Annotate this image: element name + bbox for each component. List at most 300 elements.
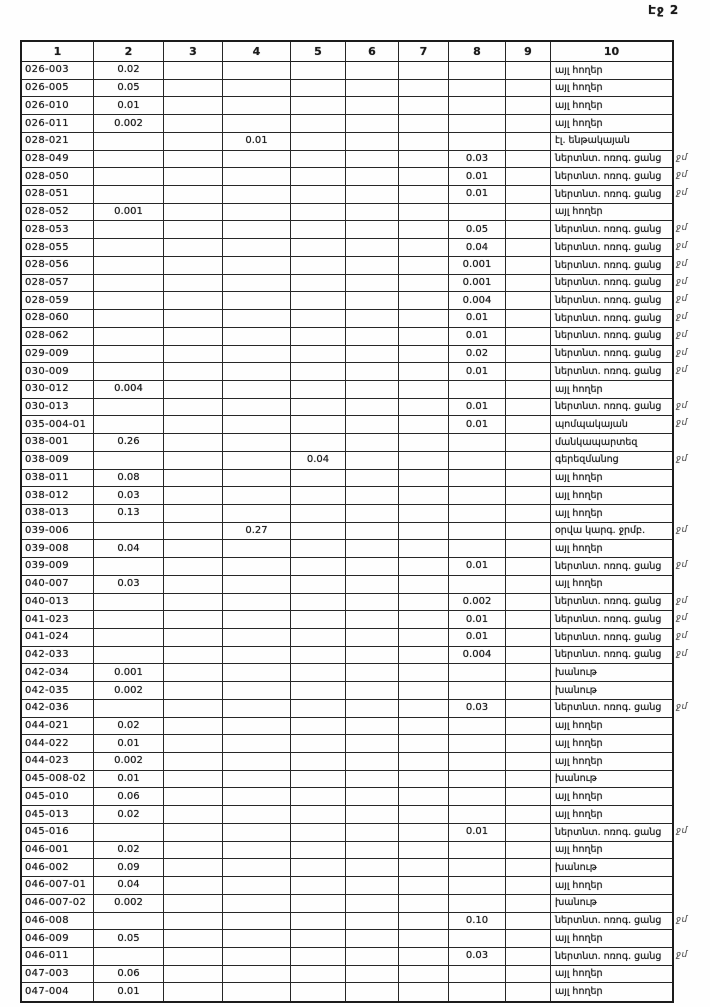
- land-use-cell: խանութ: [551, 771, 672, 789]
- parcel-code-cell: 026-005: [22, 80, 94, 98]
- parcel-code-cell: 044-021: [22, 718, 94, 736]
- empty-cell: [291, 700, 346, 718]
- empty-cell: [506, 133, 551, 151]
- area-value-cell: 0.02: [449, 346, 506, 364]
- empty-cell: [291, 930, 346, 948]
- empty-cell: [399, 718, 449, 736]
- empty-cell: [164, 381, 223, 399]
- land-use-cell: այլ հողեր: [551, 115, 672, 133]
- parcel-code-cell: 028-055: [22, 239, 94, 257]
- parcel-code-cell: 028-049: [22, 151, 94, 169]
- empty-cell: [506, 983, 551, 1001]
- empty-cell: [223, 275, 291, 293]
- empty-cell: [223, 399, 291, 417]
- empty-cell: [506, 718, 551, 736]
- column-header-cell: 2: [94, 42, 164, 62]
- empty-cell: [506, 452, 551, 470]
- empty-cell: [399, 664, 449, 682]
- empty-cell: [449, 576, 506, 594]
- area-value-cell: 0.002: [94, 895, 164, 913]
- empty-cell: [399, 842, 449, 860]
- land-use-cell: ներտնտ. ոռոգ. ցանց: [551, 948, 672, 966]
- empty-cell: [449, 859, 506, 877]
- empty-cell: [399, 540, 449, 558]
- empty-cell: [506, 558, 551, 576]
- empty-cell: [223, 80, 291, 98]
- land-use-cell: ներտնտ. ոռոգ. ցանց: [551, 700, 672, 718]
- empty-cell: [291, 788, 346, 806]
- empty-cell: [506, 381, 551, 399]
- handwritten-margin-note: ջմ: [676, 560, 688, 571]
- empty-cell: [164, 346, 223, 364]
- land-use-cell: ներտնտ. ոռոգ. ցանց: [551, 239, 672, 257]
- empty-cell: [399, 913, 449, 931]
- parcel-code-cell: 029-009: [22, 346, 94, 364]
- empty-cell: [291, 859, 346, 877]
- empty-cell: [399, 895, 449, 913]
- empty-cell: [346, 735, 399, 753]
- area-value-cell: 0.001: [449, 275, 506, 293]
- empty-cell: [164, 62, 223, 80]
- empty-cell: [399, 133, 449, 151]
- empty-cell: [164, 133, 223, 151]
- empty-cell: [506, 80, 551, 98]
- empty-cell: [291, 842, 346, 860]
- parcel-code-cell: 038-009: [22, 452, 94, 470]
- area-value-cell: 0.01: [449, 824, 506, 842]
- empty-cell: [94, 558, 164, 576]
- empty-cell: [506, 664, 551, 682]
- empty-cell: [449, 505, 506, 523]
- empty-cell: [346, 983, 399, 1001]
- land-use-cell: ներտնտ. ոռոգ. ցանց: [551, 328, 672, 346]
- handwritten-margin-note: ջմ: [676, 400, 688, 411]
- empty-cell: [506, 346, 551, 364]
- empty-cell: [506, 292, 551, 310]
- handwritten-margin-note: ջմ: [676, 294, 688, 305]
- empty-cell: [346, 611, 399, 629]
- land-use-cell: այլ հողեր: [551, 576, 672, 594]
- parcel-code-cell: 046-011: [22, 948, 94, 966]
- area-value-cell: 0.03: [449, 948, 506, 966]
- empty-cell: [399, 523, 449, 541]
- area-value-cell: 0.02: [94, 806, 164, 824]
- empty-cell: [346, 540, 399, 558]
- empty-cell: [346, 487, 399, 505]
- empty-cell: [399, 629, 449, 647]
- empty-cell: [506, 842, 551, 860]
- empty-cell: [399, 399, 449, 417]
- area-value-cell: 0.13: [94, 505, 164, 523]
- empty-cell: [399, 753, 449, 771]
- empty-cell: [291, 381, 346, 399]
- empty-cell: [164, 328, 223, 346]
- empty-cell: [399, 115, 449, 133]
- handwritten-margin-note: ջմ: [676, 648, 688, 659]
- empty-cell: [506, 434, 551, 452]
- land-use-cell: այլ հողեր: [551, 487, 672, 505]
- area-value-cell: 0.09: [94, 859, 164, 877]
- empty-cell: [346, 346, 399, 364]
- land-use-cell: ներտնտ. ոռոգ. ցանց: [551, 221, 672, 239]
- parcel-code-cell: 038-001: [22, 434, 94, 452]
- handwritten-margin-note: ջմ: [676, 152, 688, 163]
- parcel-code-cell: 028-051: [22, 186, 94, 204]
- empty-cell: [164, 806, 223, 824]
- empty-cell: [399, 948, 449, 966]
- empty-cell: [449, 133, 506, 151]
- area-value-cell: 0.01: [94, 97, 164, 115]
- parcel-code-cell: 026-003: [22, 62, 94, 80]
- parcel-code-cell: 040-013: [22, 594, 94, 612]
- empty-cell: [449, 788, 506, 806]
- empty-cell: [346, 434, 399, 452]
- parcel-code-cell: 038-013: [22, 505, 94, 523]
- empty-cell: [223, 983, 291, 1001]
- area-value-cell: 0.01: [449, 186, 506, 204]
- land-use-cell: այլ հողեր: [551, 718, 672, 736]
- empty-cell: [399, 310, 449, 328]
- empty-cell: [346, 930, 399, 948]
- empty-cell: [223, 771, 291, 789]
- parcel-code-cell: 028-053: [22, 221, 94, 239]
- area-value-cell: 0.04: [94, 877, 164, 895]
- parcel-code-cell: 039-006: [22, 523, 94, 541]
- parcel-code-cell: 026-011: [22, 115, 94, 133]
- empty-cell: [346, 718, 399, 736]
- empty-cell: [399, 151, 449, 169]
- empty-cell: [164, 257, 223, 275]
- area-value-cell: 0.03: [449, 151, 506, 169]
- column-header-cell: 3: [164, 42, 223, 62]
- empty-cell: [223, 753, 291, 771]
- empty-cell: [164, 859, 223, 877]
- empty-cell: [399, 470, 449, 488]
- empty-cell: [399, 204, 449, 222]
- area-value-cell: 0.01: [449, 558, 506, 576]
- empty-cell: [223, 629, 291, 647]
- empty-cell: [94, 523, 164, 541]
- area-value-cell: 0.04: [94, 540, 164, 558]
- empty-cell: [346, 594, 399, 612]
- empty-cell: [291, 877, 346, 895]
- land-use-cell: ներտնտ. ոռոգ. ցանց: [551, 151, 672, 169]
- parcel-code-cell: 028-052: [22, 204, 94, 222]
- empty-cell: [223, 151, 291, 169]
- empty-cell: [164, 452, 223, 470]
- handwritten-margin-note: ջմ: [676, 613, 688, 624]
- land-use-cell: այլ հողեր: [551, 930, 672, 948]
- empty-cell: [506, 576, 551, 594]
- empty-cell: [449, 62, 506, 80]
- empty-cell: [291, 346, 346, 364]
- area-value-cell: 0.001: [449, 257, 506, 275]
- land-use-cell: այլ հողեր: [551, 788, 672, 806]
- empty-cell: [164, 558, 223, 576]
- empty-cell: [291, 523, 346, 541]
- empty-cell: [223, 558, 291, 576]
- empty-cell: [291, 310, 346, 328]
- empty-cell: [346, 895, 399, 913]
- empty-cell: [346, 186, 399, 204]
- land-use-cell: այլ հողեր: [551, 806, 672, 824]
- empty-cell: [399, 806, 449, 824]
- empty-cell: [291, 115, 346, 133]
- empty-cell: [399, 576, 449, 594]
- parcel-code-cell: 035-004-01: [22, 416, 94, 434]
- parcel-code-cell: 041-024: [22, 629, 94, 647]
- land-use-cell: այլ հողեր: [551, 966, 672, 984]
- empty-cell: [223, 292, 291, 310]
- area-value-cell: 0.02: [94, 718, 164, 736]
- empty-cell: [506, 540, 551, 558]
- empty-cell: [449, 452, 506, 470]
- area-value-cell: 0.01: [449, 399, 506, 417]
- column-header-cell: 9: [506, 42, 551, 62]
- empty-cell: [291, 558, 346, 576]
- handwritten-margin-note: ջմ: [676, 524, 688, 535]
- empty-cell: [506, 62, 551, 80]
- land-use-cell: ներտնտ. ոռոգ. ցանց: [551, 346, 672, 364]
- land-use-cell: պոմպակայան: [551, 416, 672, 434]
- empty-cell: [449, 735, 506, 753]
- empty-cell: [449, 540, 506, 558]
- empty-cell: [506, 859, 551, 877]
- empty-cell: [291, 470, 346, 488]
- handwritten-margin-note: ջմ: [676, 241, 688, 252]
- empty-cell: [399, 168, 449, 186]
- parcel-code-cell: 045-013: [22, 806, 94, 824]
- area-value-cell: 0.001: [94, 204, 164, 222]
- empty-cell: [506, 771, 551, 789]
- empty-cell: [164, 718, 223, 736]
- empty-cell: [223, 204, 291, 222]
- empty-cell: [346, 416, 399, 434]
- area-value-cell: 0.02: [94, 842, 164, 860]
- empty-cell: [94, 186, 164, 204]
- parcel-code-cell: 045-008-02: [22, 771, 94, 789]
- parcel-table: [20, 40, 674, 1003]
- empty-cell: [164, 221, 223, 239]
- empty-cell: [346, 576, 399, 594]
- empty-cell: [291, 735, 346, 753]
- empty-cell: [291, 363, 346, 381]
- area-value-cell: 0.05: [449, 221, 506, 239]
- empty-cell: [223, 328, 291, 346]
- empty-cell: [94, 913, 164, 931]
- empty-cell: [164, 434, 223, 452]
- empty-cell: [223, 948, 291, 966]
- empty-cell: [449, 966, 506, 984]
- empty-cell: [449, 204, 506, 222]
- empty-cell: [164, 753, 223, 771]
- area-value-cell: 0.01: [449, 611, 506, 629]
- empty-cell: [291, 505, 346, 523]
- empty-cell: [399, 97, 449, 115]
- empty-cell: [223, 682, 291, 700]
- empty-cell: [223, 576, 291, 594]
- parcel-code-cell: 038-011: [22, 470, 94, 488]
- parcel-code-cell: 044-022: [22, 735, 94, 753]
- empty-cell: [223, 913, 291, 931]
- empty-cell: [94, 594, 164, 612]
- empty-cell: [291, 133, 346, 151]
- empty-cell: [346, 682, 399, 700]
- empty-cell: [164, 168, 223, 186]
- land-use-cell: խանութ: [551, 859, 672, 877]
- empty-cell: [399, 735, 449, 753]
- parcel-code-cell: 040-007: [22, 576, 94, 594]
- empty-cell: [164, 629, 223, 647]
- empty-cell: [399, 983, 449, 1001]
- empty-cell: [164, 239, 223, 257]
- land-use-cell: այլ հողեր: [551, 80, 672, 98]
- empty-cell: [506, 115, 551, 133]
- empty-cell: [506, 363, 551, 381]
- empty-cell: [164, 363, 223, 381]
- empty-cell: [223, 487, 291, 505]
- empty-cell: [291, 983, 346, 1001]
- empty-cell: [506, 824, 551, 842]
- empty-cell: [399, 594, 449, 612]
- empty-cell: [346, 966, 399, 984]
- parcel-code-cell: 046-002: [22, 859, 94, 877]
- parcel-code-cell: 047-003: [22, 966, 94, 984]
- area-value-cell: 0.03: [449, 700, 506, 718]
- empty-cell: [164, 505, 223, 523]
- land-use-cell: այլ հողեր: [551, 204, 672, 222]
- empty-cell: [399, 239, 449, 257]
- empty-cell: [223, 416, 291, 434]
- empty-cell: [291, 913, 346, 931]
- empty-cell: [346, 399, 399, 417]
- empty-cell: [223, 505, 291, 523]
- empty-cell: [506, 700, 551, 718]
- area-value-cell: 0.004: [449, 647, 506, 665]
- empty-cell: [164, 983, 223, 1001]
- handwritten-margin-note: ջմ: [676, 223, 688, 234]
- empty-cell: [164, 594, 223, 612]
- parcel-code-cell: 028-056: [22, 257, 94, 275]
- area-value-cell: 0.01: [449, 629, 506, 647]
- empty-cell: [506, 416, 551, 434]
- empty-cell: [399, 363, 449, 381]
- empty-cell: [399, 487, 449, 505]
- empty-cell: [399, 80, 449, 98]
- empty-cell: [223, 239, 291, 257]
- handwritten-margin-note: ջմ: [676, 914, 688, 925]
- empty-cell: [399, 62, 449, 80]
- area-value-cell: 0.05: [94, 80, 164, 98]
- empty-cell: [223, 700, 291, 718]
- empty-cell: [346, 788, 399, 806]
- empty-cell: [346, 948, 399, 966]
- empty-cell: [449, 771, 506, 789]
- parcel-code-cell: 046-008: [22, 913, 94, 931]
- column-header-cell: 5: [291, 42, 346, 62]
- empty-cell: [291, 594, 346, 612]
- empty-cell: [223, 594, 291, 612]
- column-header-cell: 10: [551, 42, 672, 62]
- empty-cell: [164, 275, 223, 293]
- area-value-cell: 0.01: [449, 363, 506, 381]
- handwritten-margin-note: ջմ: [676, 365, 688, 376]
- land-use-cell: այլ հողեր: [551, 381, 672, 399]
- parcel-code-cell: 046-001: [22, 842, 94, 860]
- empty-cell: [291, 806, 346, 824]
- empty-cell: [164, 700, 223, 718]
- empty-cell: [164, 204, 223, 222]
- area-value-cell: 0.06: [94, 788, 164, 806]
- land-use-cell: այլ հողեր: [551, 842, 672, 860]
- land-use-cell: այլ հողեր: [551, 62, 672, 80]
- land-use-cell: ներտնտ. ոռոգ. ցանց: [551, 913, 672, 931]
- empty-cell: [346, 221, 399, 239]
- empty-cell: [346, 97, 399, 115]
- empty-cell: [291, 221, 346, 239]
- empty-cell: [94, 700, 164, 718]
- empty-cell: [291, 204, 346, 222]
- empty-cell: [291, 97, 346, 115]
- empty-cell: [399, 328, 449, 346]
- empty-cell: [346, 824, 399, 842]
- land-use-cell: ներտնտ. ոռոգ. ցանց: [551, 275, 672, 293]
- land-use-cell: ներտնտ. ոռոգ. ցանց: [551, 168, 672, 186]
- empty-cell: [223, 257, 291, 275]
- empty-cell: [399, 700, 449, 718]
- handwritten-margin-note: ջմ: [676, 595, 688, 606]
- empty-cell: [291, 966, 346, 984]
- empty-cell: [506, 966, 551, 984]
- empty-cell: [346, 523, 399, 541]
- area-value-cell: 0.10: [449, 913, 506, 931]
- empty-cell: [399, 452, 449, 470]
- parcel-code-cell: 028-050: [22, 168, 94, 186]
- empty-cell: [506, 594, 551, 612]
- area-value-cell: 0.02: [94, 62, 164, 80]
- empty-cell: [223, 718, 291, 736]
- empty-cell: [399, 505, 449, 523]
- empty-cell: [223, 735, 291, 753]
- empty-cell: [506, 328, 551, 346]
- empty-cell: [449, 806, 506, 824]
- empty-cell: [223, 930, 291, 948]
- empty-cell: [449, 470, 506, 488]
- empty-cell: [346, 204, 399, 222]
- parcel-code-cell: 028-059: [22, 292, 94, 310]
- empty-cell: [94, 257, 164, 275]
- empty-cell: [346, 664, 399, 682]
- empty-cell: [346, 151, 399, 169]
- empty-cell: [346, 505, 399, 523]
- empty-cell: [346, 133, 399, 151]
- empty-cell: [94, 346, 164, 364]
- empty-cell: [223, 647, 291, 665]
- column-header-cell: 4: [223, 42, 291, 62]
- empty-cell: [449, 753, 506, 771]
- empty-cell: [449, 80, 506, 98]
- parcel-code-cell: 028-062: [22, 328, 94, 346]
- empty-cell: [346, 558, 399, 576]
- empty-cell: [506, 806, 551, 824]
- empty-cell: [223, 363, 291, 381]
- area-value-cell: 0.03: [94, 576, 164, 594]
- parcel-code-cell: 046-007-01: [22, 877, 94, 895]
- empty-cell: [346, 257, 399, 275]
- empty-cell: [399, 611, 449, 629]
- land-use-cell: խանութ: [551, 682, 672, 700]
- land-use-cell: ներտնտ. ոռոգ. ցանց: [551, 558, 672, 576]
